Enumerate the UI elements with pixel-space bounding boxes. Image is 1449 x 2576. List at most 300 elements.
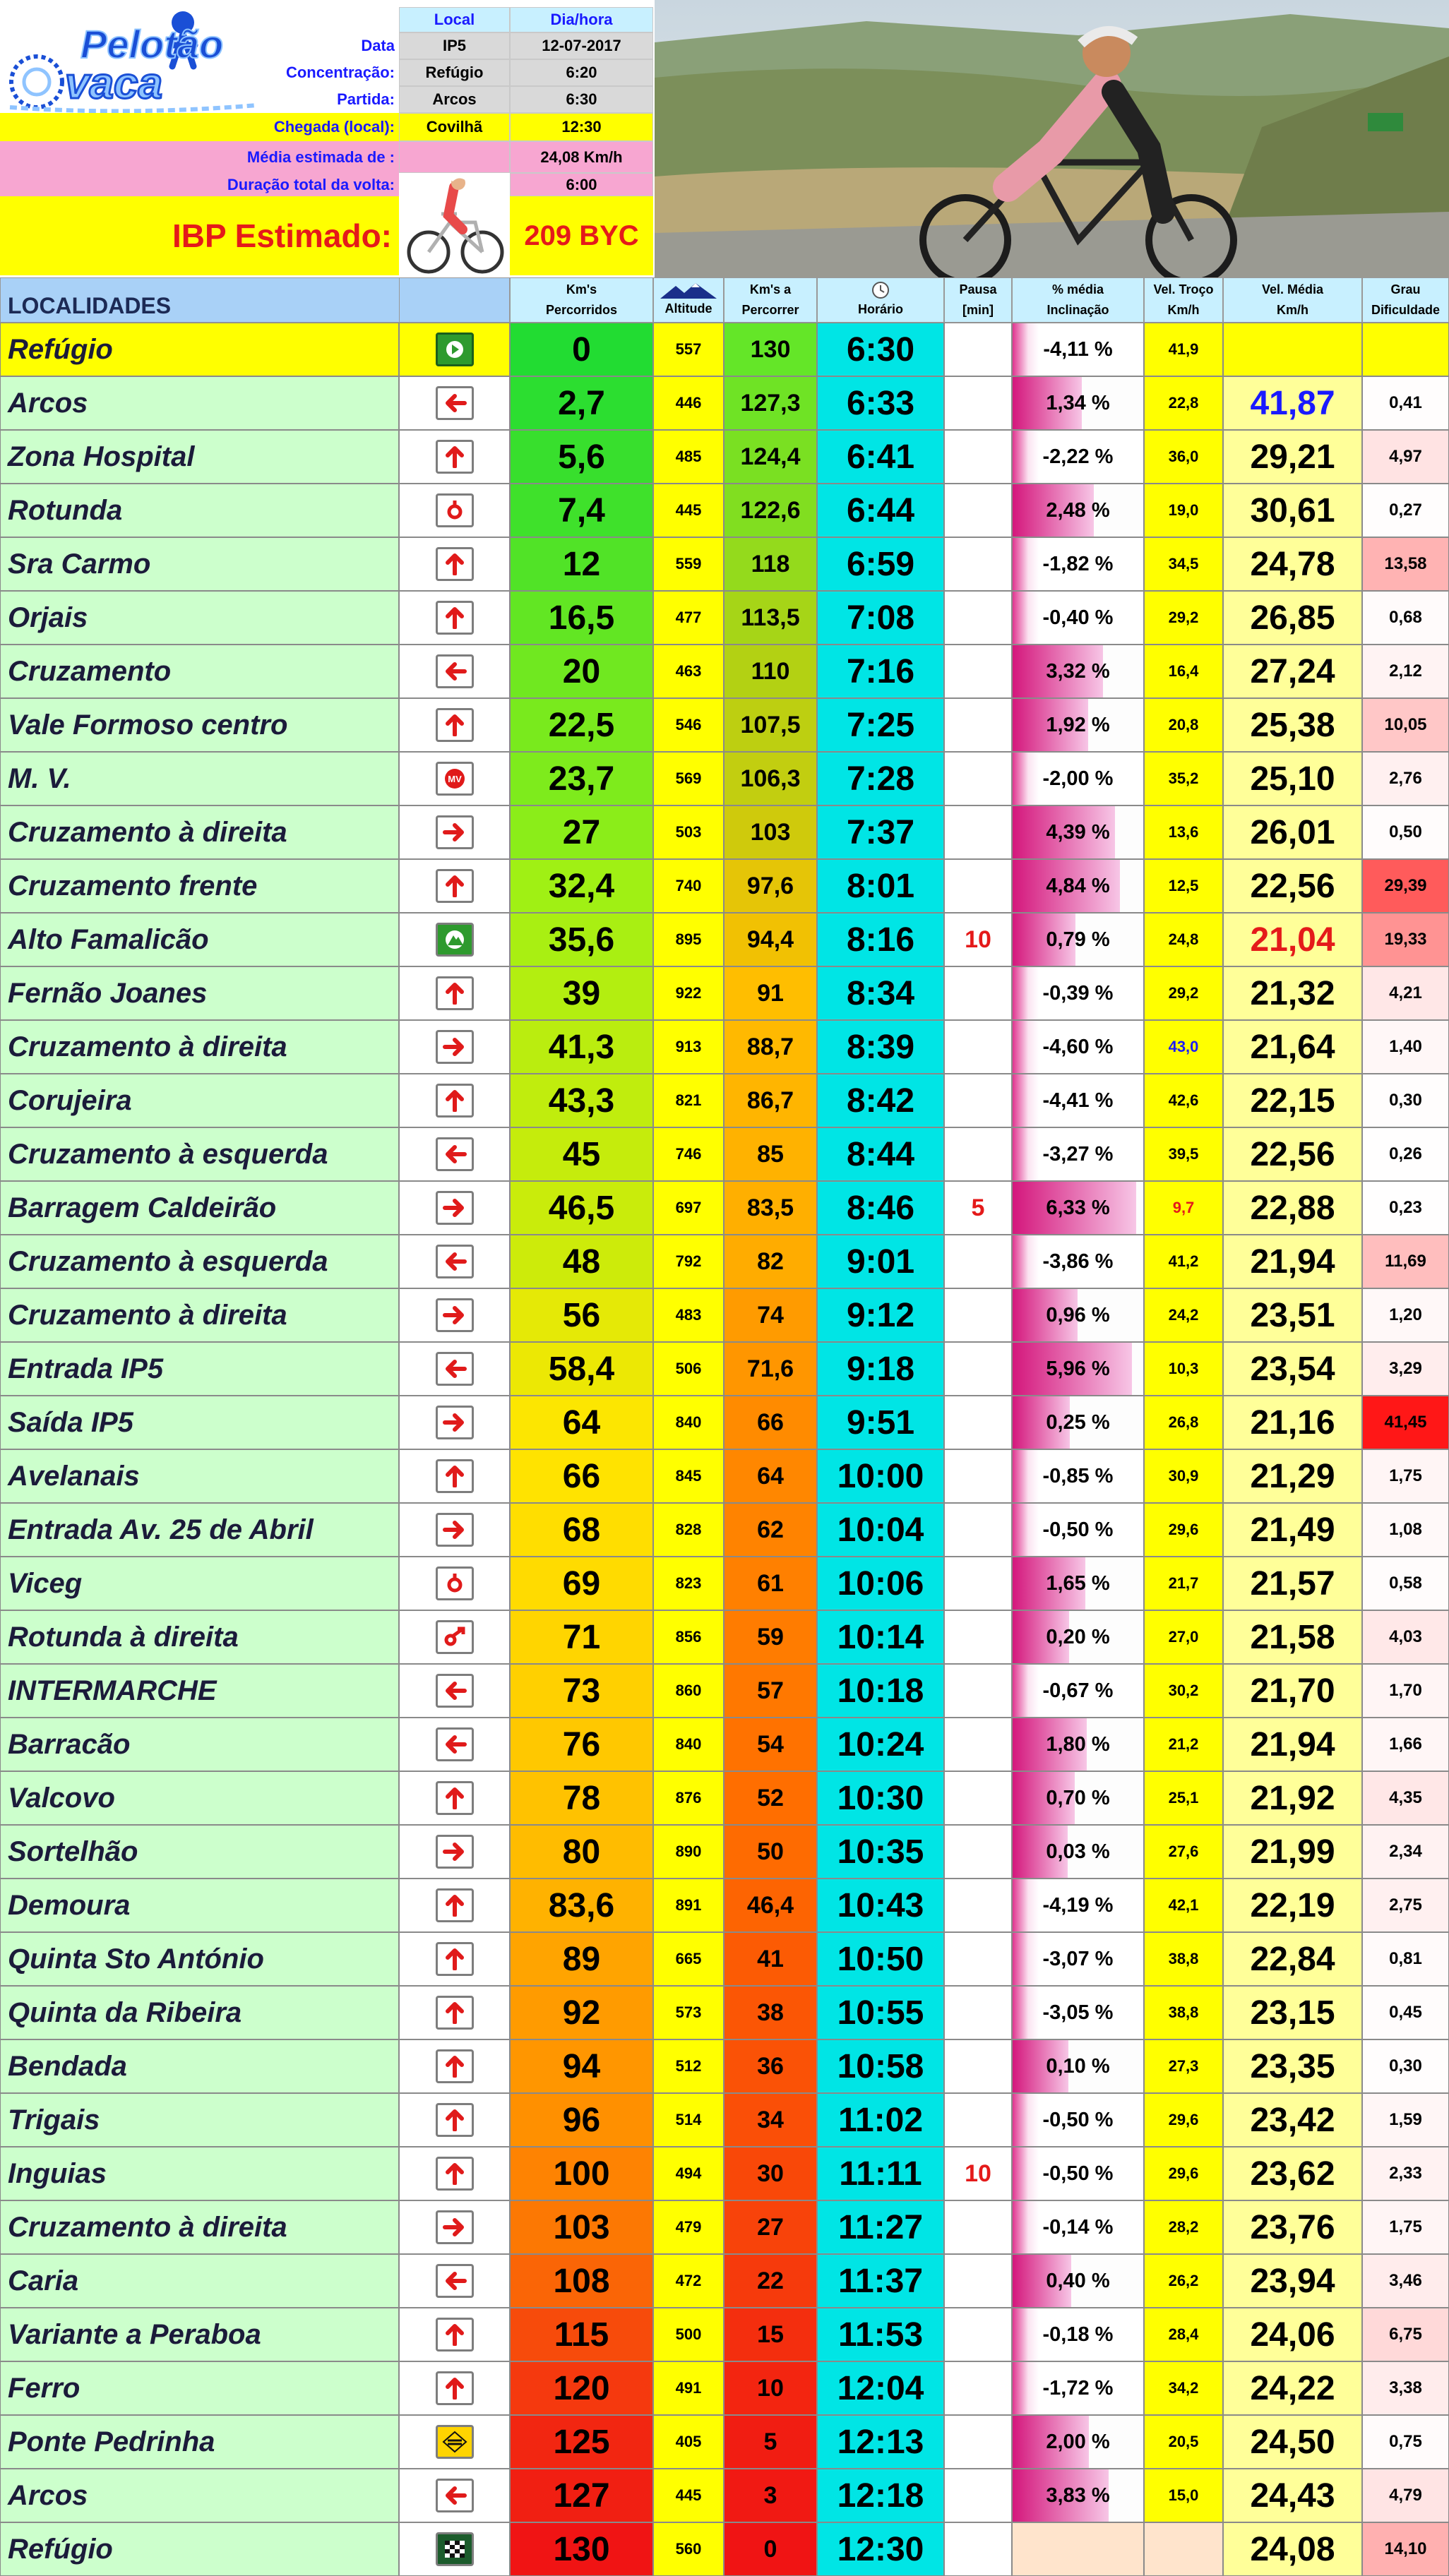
cell-direction-icon — [399, 1986, 510, 2039]
cell-grau: 0,30 — [1362, 2039, 1449, 2093]
cell-km-percorridos: 56 — [510, 1288, 653, 1342]
cell-vel-troco: 28,4 — [1144, 2308, 1223, 2361]
cell-horario: 9:18 — [817, 1342, 944, 1396]
cell-pausa — [944, 1074, 1012, 1127]
cell-inclinacao — [1012, 2200, 1144, 2254]
cell-horario: 6:41 — [817, 430, 944, 484]
cell-vel-media: 23,94 — [1223, 2254, 1362, 2308]
cell-locality: Avelanais — [0, 1449, 399, 1503]
cell-km-percorrer: 103 — [724, 805, 817, 859]
cell-km-percorrer: 5 — [724, 2415, 817, 2469]
col-head-altitude-label: Altitude — [664, 301, 712, 316]
cell-pausa — [944, 1879, 1012, 1932]
table-row — [0, 1825, 1449, 1879]
up-icon — [436, 1459, 474, 1493]
cell-km-percorrer: 107,5 — [724, 698, 817, 752]
cell-km-percorrer: 22 — [724, 2254, 817, 2308]
cell-grau: 0,81 — [1362, 1932, 1449, 1986]
cell-altitude: 503 — [653, 805, 724, 859]
cell-locality: M. V. — [0, 752, 399, 805]
inclination-value: 0,20 % — [1046, 1625, 1110, 1648]
cell-horario: 6:59 — [817, 537, 944, 591]
cell-km-percorridos: 46,5 — [510, 1181, 653, 1235]
cell-vel-media: 41,87 — [1223, 376, 1362, 430]
cell-pausa — [944, 1932, 1012, 1986]
cell-pausa — [944, 698, 1012, 752]
inclination-value: 2,00 % — [1046, 2430, 1110, 2453]
cell-km-percorrer: 94,4 — [724, 913, 817, 966]
col-head-km-percorridos-l1: Km's — [566, 282, 597, 297]
cell-km-percorridos: 108 — [510, 2254, 653, 2308]
cell-direction-icon — [399, 1932, 510, 1986]
cell-grau: 10,05 — [1362, 698, 1449, 752]
cell-inclinacao — [1012, 430, 1144, 484]
inclination-value: 0,79 % — [1046, 928, 1110, 951]
cell-pausa — [944, 2308, 1012, 2361]
cell-vel-troco: 41,2 — [1144, 1235, 1223, 1288]
cell-locality: Vale Formoso centro — [0, 698, 399, 752]
cell-km-percorridos: 125 — [510, 2415, 653, 2469]
cell-vel-media: 23,62 — [1223, 2147, 1362, 2200]
table-row — [0, 913, 1449, 966]
cell-vel-media: 29,21 — [1223, 430, 1362, 484]
left-icon — [436, 654, 474, 688]
cell-direction-icon — [399, 805, 510, 859]
cell-horario: 11:27 — [817, 2200, 944, 2254]
cell-horario: 8:42 — [817, 1074, 944, 1127]
cell-locality: Entrada IP5 — [0, 1342, 399, 1396]
cell-inclinacao — [1012, 645, 1144, 698]
cell-vel-troco: 41,9 — [1144, 323, 1223, 376]
col-head-vel-media-l1: Vel. Média — [1261, 282, 1324, 297]
cell-grau: 0,30 — [1362, 1074, 1449, 1127]
cell-horario: 10:24 — [817, 1718, 944, 1771]
inclination-value: -4,41 % — [1042, 1089, 1114, 1112]
header-local-col — [399, 7, 510, 32]
cell-horario: 7:28 — [817, 752, 944, 805]
inclination-value: -2,00 % — [1042, 767, 1114, 790]
cell-inclinacao — [1012, 537, 1144, 591]
table-row — [0, 2469, 1449, 2522]
finish-icon — [436, 2532, 474, 2566]
cell-pausa — [944, 1825, 1012, 1879]
up-icon — [436, 708, 474, 742]
cell-vel-troco: 16,4 — [1144, 645, 1223, 698]
cell-inclinacao — [1012, 1288, 1144, 1342]
cell-vel-troco: 27,6 — [1144, 1825, 1223, 1879]
cell-grau: 4,21 — [1362, 966, 1449, 1020]
cell-direction-icon — [399, 323, 510, 376]
cell-vel-media: 21,64 — [1223, 1020, 1362, 1074]
cell-vel-troco: 25,1 — [1144, 1771, 1223, 1825]
table-row — [0, 1932, 1449, 1986]
inclination-value: -2,22 % — [1042, 445, 1114, 468]
col-head-inclinacao-l1: % média — [1051, 282, 1104, 297]
cell-vel-troco: 13,6 — [1144, 805, 1223, 859]
cell-altitude: 697 — [653, 1181, 724, 1235]
col-head-vel-media-l2: Km/h — [1277, 303, 1308, 317]
cell-direction-icon — [399, 2308, 510, 2361]
table-row — [0, 484, 1449, 537]
cell-grau: 1,08 — [1362, 1503, 1449, 1557]
col-head-horario-label: Horário — [857, 301, 903, 316]
cell-altitude: 500 — [653, 2308, 724, 2361]
cell-vel-media: 21,29 — [1223, 1449, 1362, 1503]
cell-grau: 4,35 — [1362, 1771, 1449, 1825]
cell-horario: 11:37 — [817, 2254, 944, 2308]
svg-text:vaca: vaca — [65, 59, 162, 108]
inclination-value: -4,11 % — [1043, 337, 1113, 361]
ibp-label: IBP Estimado: — [0, 196, 399, 275]
cell-direction-icon — [399, 1396, 510, 1449]
cell-vel-troco: 39,5 — [1144, 1127, 1223, 1181]
cell-direction-icon — [399, 1879, 510, 1932]
header-chegada-local: Covilhã — [399, 113, 510, 141]
col-head-km-percorrer-l2: Percorrer — [741, 303, 799, 317]
header-duracao-value: 6:00 — [510, 173, 653, 196]
cell-horario: 11:11 — [817, 2147, 944, 2200]
cell-vel-media: 22,56 — [1223, 1127, 1362, 1181]
cell-altitude: 477 — [653, 591, 724, 645]
cell-km-percorridos: 127 — [510, 2469, 653, 2522]
roundabout-icon — [436, 493, 474, 527]
cell-km-percorridos: 7,4 — [510, 484, 653, 537]
cell-inclinacao — [1012, 2415, 1144, 2469]
cell-horario: 9:51 — [817, 1396, 944, 1449]
cell-altitude: 665 — [653, 1932, 724, 1986]
cell-inclinacao — [1012, 966, 1144, 1020]
cell-inclinacao — [1012, 805, 1144, 859]
table-row — [0, 1020, 1449, 1074]
right-icon — [436, 1406, 474, 1439]
cell-vel-troco: 29,6 — [1144, 2093, 1223, 2147]
cell-locality: Sra Carmo — [0, 537, 399, 591]
cell-locality: Orjais — [0, 591, 399, 645]
cell-grau: 4,79 — [1362, 2469, 1449, 2522]
cell-km-percorridos: 68 — [510, 1503, 653, 1557]
cell-pausa: 10 — [944, 2147, 1012, 2200]
cell-vel-media: 22,88 — [1223, 1181, 1362, 1235]
cell-direction-icon — [399, 698, 510, 752]
cell-inclinacao — [1012, 2039, 1144, 2093]
cell-altitude: 472 — [653, 2254, 724, 2308]
cell-grau: 29,39 — [1362, 859, 1449, 913]
inclination-value: -0,40 % — [1042, 606, 1114, 629]
cell-locality: Fernão Joanes — [0, 966, 399, 1020]
cell-grau: 2,75 — [1362, 1879, 1449, 1932]
cell-vel-troco: 28,2 — [1144, 2200, 1223, 2254]
cell-km-percorridos: 130 — [510, 2522, 653, 2576]
cell-locality: Valcovo — [0, 1771, 399, 1825]
cell-locality: INTERMARCHE — [0, 1664, 399, 1718]
cell-pausa — [944, 537, 1012, 591]
cell-km-percorrer: 15 — [724, 2308, 817, 2361]
cell-direction-icon — [399, 2415, 510, 2469]
cell-pausa — [944, 1288, 1012, 1342]
up-icon — [436, 2049, 474, 2083]
cell-direction-icon — [399, 2039, 510, 2093]
cell-pausa — [944, 645, 1012, 698]
cell-locality: Cruzamento à direita — [0, 805, 399, 859]
cell-inclinacao — [1012, 1825, 1144, 1879]
table-row — [0, 1610, 1449, 1664]
cell-grau: 0,27 — [1362, 484, 1449, 537]
left-icon — [436, 1245, 474, 1278]
cell-vel-media: 21,94 — [1223, 1235, 1362, 1288]
cell-inclinacao — [1012, 698, 1144, 752]
up-icon — [436, 2371, 474, 2405]
cell-grau: 1,59 — [1362, 2093, 1449, 2147]
cell-altitude: 845 — [653, 1449, 724, 1503]
table-row — [0, 1342, 1449, 1396]
cell-vel-media: 23,54 — [1223, 1342, 1362, 1396]
cell-inclinacao — [1012, 1449, 1144, 1503]
header-concentracao-local: Refúgio — [399, 59, 510, 86]
cell-vel-media: 24,43 — [1223, 2469, 1362, 2522]
cell-grau: 3,29 — [1362, 1342, 1449, 1396]
cell-km-percorridos: 73 — [510, 1664, 653, 1718]
cell-vel-media: 21,70 — [1223, 1664, 1362, 1718]
cell-vel-media: 23,51 — [1223, 1288, 1362, 1342]
left-icon — [436, 386, 474, 420]
cell-direction-icon — [399, 2254, 510, 2308]
cell-direction-icon — [399, 1664, 510, 1718]
cell-vel-troco: 29,2 — [1144, 591, 1223, 645]
header-chegada-label: Chegada (local): — [0, 113, 399, 141]
cell-locality: Cruzamento à direita — [0, 1020, 399, 1074]
cell-vel-troco: 27,0 — [1144, 1610, 1223, 1664]
inclination-value: 3,32 % — [1046, 659, 1110, 683]
cell-locality: Cruzamento à direita — [0, 2200, 399, 2254]
cell-horario: 8:34 — [817, 966, 944, 1020]
cell-vel-troco: 34,5 — [1144, 537, 1223, 591]
inclination-value: 0,96 % — [1046, 1303, 1110, 1326]
cell-altitude: 890 — [653, 1825, 724, 1879]
cell-grau: 0,50 — [1362, 805, 1449, 859]
cell-vel-media: 23,15 — [1223, 1986, 1362, 2039]
table-row — [0, 1879, 1449, 1932]
table-row — [0, 2200, 1449, 2254]
cell-km-percorridos: 27 — [510, 805, 653, 859]
cell-pausa — [944, 1235, 1012, 1288]
cell-locality: Inguias — [0, 2147, 399, 2200]
table-row — [0, 1074, 1449, 1127]
table-row — [0, 1235, 1449, 1288]
cell-altitude: 494 — [653, 2147, 724, 2200]
cell-direction-icon — [399, 430, 510, 484]
right-icon — [436, 1030, 474, 1064]
cell-pausa — [944, 2039, 1012, 2093]
header-partida-value: 6:30 — [510, 86, 653, 113]
header-media-label: Média estimada de : — [0, 141, 399, 173]
cell-horario: 10:58 — [817, 2039, 944, 2093]
col-head-pausa — [944, 277, 1012, 323]
col-head-vel-media — [1223, 277, 1362, 323]
cell-pausa: 5 — [944, 1181, 1012, 1235]
table-row — [0, 1396, 1449, 1449]
cell-pausa: 10 — [944, 913, 1012, 966]
cell-locality: Variante a Peraboa — [0, 2308, 399, 2361]
cell-vel-troco: 12,5 — [1144, 859, 1223, 913]
cell-km-percorrer: 124,4 — [724, 430, 817, 484]
inclination-value: 1,92 % — [1046, 713, 1110, 736]
table-row — [0, 1288, 1449, 1342]
table-row — [0, 966, 1449, 1020]
table-row — [0, 645, 1449, 698]
cell-vel-troco: 24,2 — [1144, 1288, 1223, 1342]
cell-locality: Zona Hospital — [0, 430, 399, 484]
cell-grau: 14,10 — [1362, 2522, 1449, 2576]
cell-altitude: 485 — [653, 430, 724, 484]
table-row — [0, 1181, 1449, 1235]
cell-grau: 41,45 — [1362, 1396, 1449, 1449]
cell-locality: Ferro — [0, 2361, 399, 2415]
cell-km-percorrer: 74 — [724, 1288, 817, 1342]
cell-pausa — [944, 1771, 1012, 1825]
cell-pausa — [944, 859, 1012, 913]
cell-km-percorrer: 57 — [724, 1664, 817, 1718]
clock-icon — [871, 281, 890, 299]
cell-vel-media: 21,16 — [1223, 1396, 1362, 1449]
table-row — [0, 859, 1449, 913]
cell-vel-troco: 43,0 — [1144, 1020, 1223, 1074]
cell-grau: 1,40 — [1362, 1020, 1449, 1074]
inclination-value: -0,85 % — [1042, 1464, 1114, 1487]
cell-grau: 0,41 — [1362, 376, 1449, 430]
cell-vel-media: 21,04 — [1223, 913, 1362, 966]
cell-grau: 0,58 — [1362, 1557, 1449, 1610]
cell-direction-icon — [399, 1127, 510, 1181]
cell-vel-media: 25,10 — [1223, 752, 1362, 805]
cell-altitude: 445 — [653, 484, 724, 537]
cell-horario: 12:30 — [817, 2522, 944, 2576]
up-icon — [436, 869, 474, 903]
inclination-value: -0,39 % — [1042, 981, 1114, 1005]
cell-horario: 6:30 — [817, 323, 944, 376]
cell-horario: 10:04 — [817, 1503, 944, 1557]
cell-locality: Viceg — [0, 1557, 399, 1610]
cell-direction-icon — [399, 537, 510, 591]
cell-vel-troco: 38,8 — [1144, 1932, 1223, 1986]
col-head-grau-l1: Grau — [1390, 282, 1421, 297]
cell-km-percorrer: 82 — [724, 1235, 817, 1288]
cell-locality: Cruzamento — [0, 645, 399, 698]
mountain-icon — [660, 282, 717, 299]
cell-vel-troco: 29,6 — [1144, 2147, 1223, 2200]
cell-inclinacao — [1012, 1181, 1144, 1235]
header-duracao-label: Duração total da volta: — [0, 173, 399, 196]
cell-vel-troco: 29,6 — [1144, 1503, 1223, 1557]
cell-horario: 10:50 — [817, 1932, 944, 1986]
roundabout-right-icon — [436, 1620, 474, 1654]
cell-km-percorridos: 92 — [510, 1986, 653, 2039]
up-icon — [436, 1781, 474, 1815]
mountain-icon — [436, 923, 474, 957]
cell-pausa — [944, 752, 1012, 805]
cell-km-percorridos: 20 — [510, 645, 653, 698]
cell-km-percorridos: 2,7 — [510, 376, 653, 430]
cell-direction-icon — [399, 2522, 510, 2576]
cell-locality: Quinta Sto António — [0, 1932, 399, 1986]
svg-text:MV: MV — [447, 774, 462, 784]
up-icon — [436, 976, 474, 1010]
inclination-value: -0,50 % — [1042, 2108, 1114, 2131]
inclination-value: -0,67 % — [1042, 1679, 1114, 1702]
cell-km-percorrer: 27 — [724, 2200, 817, 2254]
table-row — [0, 752, 1449, 805]
header-data-label: Data — [361, 37, 395, 54]
cell-km-percorridos: 83,6 — [510, 1879, 653, 1932]
cell-km-percorridos: 76 — [510, 1718, 653, 1771]
cell-km-percorridos: 39 — [510, 966, 653, 1020]
cell-km-percorrer: 10 — [724, 2361, 817, 2415]
cell-locality: Alto Famalicão — [0, 913, 399, 966]
cell-horario: 7:08 — [817, 591, 944, 645]
cell-pausa — [944, 2254, 1012, 2308]
table-row — [0, 1986, 1449, 2039]
cell-km-percorridos: 69 — [510, 1557, 653, 1610]
cell-vel-troco: 20,5 — [1144, 2415, 1223, 2469]
cell-km-percorrer: 88,7 — [724, 1020, 817, 1074]
cell-km-percorrer: 30 — [724, 2147, 817, 2200]
cell-km-percorrer: 41 — [724, 1932, 817, 1986]
cell-km-percorrer: 83,5 — [724, 1181, 817, 1235]
cell-direction-icon — [399, 2361, 510, 2415]
cell-direction-icon — [399, 2469, 510, 2522]
cell-grau: 2,76 — [1362, 752, 1449, 805]
cell-direction-icon — [399, 1449, 510, 1503]
cell-km-percorrer: 59 — [724, 1610, 817, 1664]
cell-km-percorridos: 78 — [510, 1771, 653, 1825]
inclination-value: 0,70 % — [1046, 1786, 1110, 1809]
cell-km-percorridos: 32,4 — [510, 859, 653, 913]
cell-grau: 0,68 — [1362, 591, 1449, 645]
inclination-value: 0,25 % — [1046, 1410, 1110, 1434]
cell-pausa — [944, 966, 1012, 1020]
cell-vel-troco: 22,8 — [1144, 376, 1223, 430]
inclination-value: -0,50 % — [1042, 2162, 1114, 2185]
cell-km-percorrer: 85 — [724, 1127, 817, 1181]
col-head-inclinacao — [1012, 277, 1144, 323]
cell-horario: 10:35 — [817, 1825, 944, 1879]
cell-vel-troco: 21,7 — [1144, 1557, 1223, 1610]
cell-vel-media: 23,35 — [1223, 2039, 1362, 2093]
inclination-value: -3,27 % — [1042, 1142, 1114, 1166]
cell-pausa — [944, 2415, 1012, 2469]
cell-grau: 4,97 — [1362, 430, 1449, 484]
cyclist-thumbnail-image — [399, 173, 510, 277]
table-row — [0, 430, 1449, 484]
cell-vel-troco: 24,8 — [1144, 913, 1223, 966]
cell-km-percorrer: 62 — [724, 1503, 817, 1557]
inclination-value: -4,19 % — [1042, 1893, 1114, 1917]
up-icon — [436, 1996, 474, 2030]
cell-grau: 13,58 — [1362, 537, 1449, 591]
cell-km-percorridos: 58,4 — [510, 1342, 653, 1396]
cell-inclinacao — [1012, 1664, 1144, 1718]
cell-altitude: 840 — [653, 1718, 724, 1771]
right-icon — [436, 815, 474, 849]
cell-km-percorridos: 16,5 — [510, 591, 653, 645]
cell-vel-media: 22,15 — [1223, 1074, 1362, 1127]
cell-grau: 3,38 — [1362, 2361, 1449, 2415]
table-row — [0, 2147, 1449, 2200]
cell-grau: 0,45 — [1362, 1986, 1449, 2039]
table-row — [0, 1503, 1449, 1557]
cell-inclinacao — [1012, 2361, 1144, 2415]
cell-vel-troco: 34,2 — [1144, 2361, 1223, 2415]
cell-altitude: 740 — [653, 859, 724, 913]
